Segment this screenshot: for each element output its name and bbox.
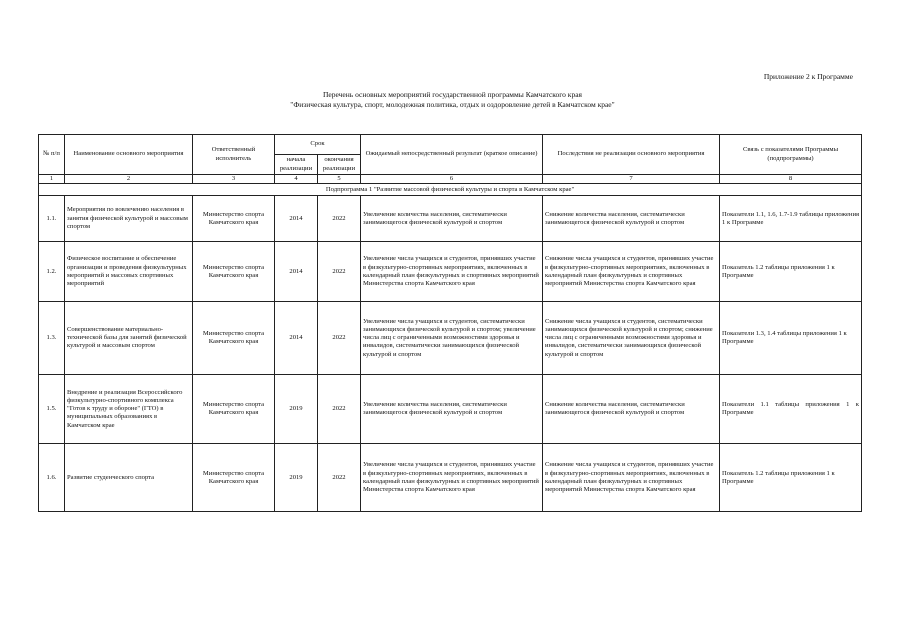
row-end: 2022 [318,242,361,302]
subprogram-title: Подпрограмма 1 "Развитие массовой физической культуры и спорта в Камчатском крае" [39,184,862,196]
row-responsible: Министерство спорта Камчатского края [193,375,275,444]
title-line-1: Перечень основных мероприятий государственной программы Камчатского края [323,90,582,99]
row-result: Увеличение количества населения, систематически занимающегося физической культурой и спортом [361,375,543,444]
row-end: 2022 [318,375,361,444]
row-responsible: Министерство спорта Камчатского края [193,242,275,302]
row-end: 2022 [318,196,361,242]
row-start: 2019 [275,444,318,512]
row-num: 1.2. [39,242,65,302]
row-result: Увеличение количества населения, систематически занимающегося физической культурой и спортом [361,196,543,242]
row-result: Увеличение числа учащихся и студентов, систематически занимающихся физической культурой и спортом; увеличение числа лиц с ограниченными возможностями здоровья и инвалидов, систематически занимающихся физической культурой и спортом [361,302,543,375]
table-row [39,196,862,242]
title-line-2: "Физическая культура, спорт, молодежная политика, отдых и оздоровление детей в Камчатском крае" [290,100,615,109]
col-number: 1 [39,175,65,184]
row-start: 2019 [275,375,318,444]
row-link: Показатели 1.3, 1.4 таблицы приложения 1 к Программе [720,302,862,375]
appendix-label: Приложение 2 к Программе [763,72,853,81]
row-start: 2014 [275,196,318,242]
row-responsible: Министерство спорта Камчатского края [193,302,275,375]
row-name: Внедрение и реализация Всероссийского физкультурно-спортивного комплекса "Готов к труду и обороне" (ГТО) в муниципальных образованиях в Камчатском крае [65,375,193,444]
row-name: Мероприятия по вовлечению населения в занятия физической культурой и массовым спортом [65,196,193,242]
row-consequences: Снижение числа учащихся и студентов, принявших участие в физкультурно-спортивных мероприятиях, включенных в календарный план физкультурных и спортивных мероприятий Министерства спорта Камчатского края [543,242,720,302]
row-consequences: Снижение числа учащихся и студентов, принявших участие в физкультурно-спортивных мероприятиях, включенных в календарный план физкультурных и спортивных мероприятий Министерства спорта Камчатского края [543,444,720,512]
row-name: Совершенствование материально-технической базы для занятий физической культурой и массовым спортом [65,302,193,375]
header-num: № п/п [39,135,65,175]
row-start: 2014 [275,302,318,375]
row-responsible: Министерство спорта Камчатского края [193,444,275,512]
table-row [39,302,862,375]
row-link: Показатели 1.1, 1.6, 1.7-1.9 таблицы приложения 1 к Программе [720,196,862,242]
col-number: 2 [65,175,193,184]
row-result: Увеличение числа учащихся и студентов, принявших участие в физкультурно-спортивных мероприятиях, включенных в календарный план физкультурных и спортивных мероприятий Министерства спорта Камчатского края [361,242,543,302]
row-num: 1.3. [39,302,65,375]
header-result: Ожидаемый непосредственный результат (краткое описание) [361,135,543,175]
header-start: начала реализации [275,155,318,175]
row-result: Увеличение числа учащихся и студентов, принявших участие в физкультурно-спортивных мероприятиях, включенных в календарный план физкультурных и спортивных мероприятий Министерства спорта Камчатского края [361,444,543,512]
row-num: 1.1. [39,196,65,242]
row-num: 1.5. [39,375,65,444]
document-title [0,90,905,110]
col-number: 7 [543,175,720,184]
row-responsible: Министерство спорта Камчатского края [193,196,275,242]
row-consequences: Снижение количества населения, систематически занимающегося физической культурой и спортом [543,375,720,444]
col-number: 4 [275,175,318,184]
table-row [39,444,862,512]
table-row [39,375,862,444]
col-number: 6 [361,175,543,184]
row-start: 2014 [275,242,318,302]
col-number: 5 [318,175,361,184]
row-name: Развитие студенческого спорта [65,444,193,512]
row-consequences: Снижение количества населения, систематически занимающегося физической культурой и спортом [543,196,720,242]
row-link: Показатель 1.2 таблицы приложения 1 к Программе [720,444,862,512]
header-end: окончания реализации [318,155,361,175]
row-end: 2022 [318,302,361,375]
row-num: 1.6. [39,444,65,512]
col-number: 8 [720,175,862,184]
row-consequences: Снижение числа учащихся и студентов, систематически занимающихся физической культурой и спортом; снижение числа лиц с ограниченными возможностями здоровья и инвалидов, систематически занимающихся физической культурой и спортом [543,302,720,375]
row-name: Физическое воспитание и обеспечение организации и проведения физкультурных мероприятий и массовых спортивных мероприятий [65,242,193,302]
header-consequences: Последствия не реализации основного мероприятия [543,135,720,175]
row-end: 2022 [318,444,361,512]
table-row [39,242,862,302]
header-responsible: Ответственный исполнитель [193,135,275,175]
col-number: 3 [193,175,275,184]
header-term: Срок [275,135,361,155]
header-name: Наименование основного мероприятия [65,135,193,175]
measures-table [38,134,862,512]
header-link: Связь с показателями Программы (подпрограммы) [720,135,862,175]
row-link: Показатели 1.1 таблицы приложения 1 к Программе [720,375,862,444]
row-link: Показатель 1.2 таблицы приложения 1 к Программе [720,242,862,302]
